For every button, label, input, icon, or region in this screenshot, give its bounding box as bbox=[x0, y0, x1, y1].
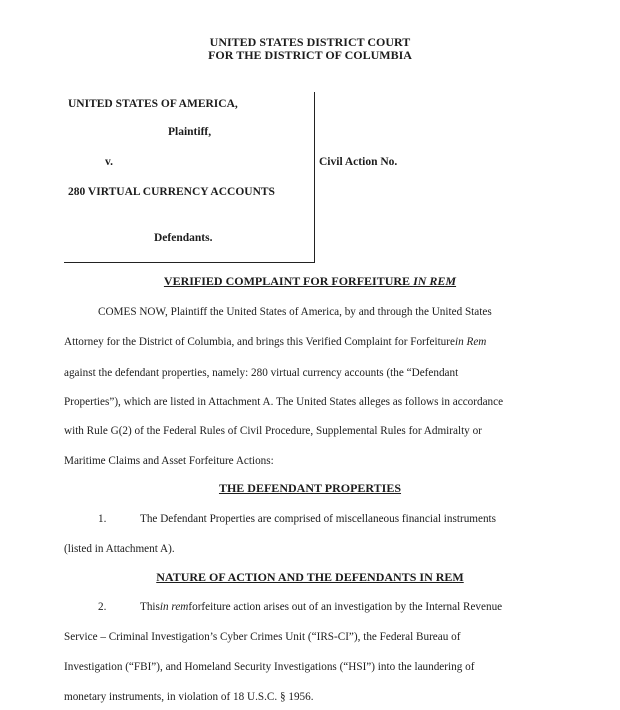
defendant-properties-heading: THE DEFENDANT PROPERTIES bbox=[218, 481, 402, 495]
intro-line-3 bbox=[64, 367, 559, 379]
plaintiff-label: Plaintiff, bbox=[168, 126, 212, 138]
paragraph-2-number: 2. bbox=[98, 601, 107, 613]
paragraph-2-line-1 bbox=[64, 601, 559, 613]
document-title bbox=[0, 274, 620, 289]
paragraph-2-line-1-c: forfeiture action arises out of an investigation by the Internal Revenue bbox=[188, 601, 503, 613]
intro-line-3-text: against the defendant properties, namely: 280 virtual currency accounts (the “Defendant bbox=[64, 367, 459, 379]
paragraph-2-line-2 bbox=[64, 631, 559, 643]
paragraph-1-line-1 bbox=[64, 513, 559, 525]
intro-line-2-italic: in Rem bbox=[454, 336, 487, 348]
civil-action-number: Civil Action No. bbox=[319, 156, 398, 168]
paragraph-1-line-2-text: (listed in Attachment A). bbox=[64, 543, 175, 555]
document-title-text: VERIFIED COMPLAINT FOR FORFEITURE bbox=[163, 274, 414, 288]
intro-line-4 bbox=[64, 396, 559, 408]
paragraph-1-number: 1. bbox=[98, 513, 107, 525]
intro-line-6 bbox=[64, 455, 559, 467]
paragraph-2-line-2-text: Service – Criminal Investigation’s Cyber Crimes Unit (“IRS-CI”), the Federal Bureau of bbox=[64, 631, 461, 643]
paragraph-2-line-1-a: This bbox=[140, 601, 160, 613]
court-district: FOR THE DISTRICT OF COLUMBIA bbox=[208, 48, 412, 62]
court-header bbox=[0, 36, 620, 62]
paragraph-2-line-3-text: Investigation (“FBI”), and Homeland Security Investigations (“HSI”) into the laundering of bbox=[64, 661, 475, 673]
case-caption-box bbox=[64, 92, 315, 263]
intro-line-6-text: Maritime Claims and Asset Forfeiture Actions: bbox=[64, 455, 274, 467]
document-title-italic: IN REM bbox=[413, 274, 457, 288]
paragraph-2-line-3 bbox=[64, 661, 559, 673]
intro-line-5 bbox=[64, 425, 559, 437]
intro-line-1 bbox=[64, 306, 559, 318]
intro-line-5-text: with Rule G(2) of the Federal Rules of Civil Procedure, Supplemental Rules for Admiralty or bbox=[64, 425, 482, 437]
intro-line-2-wrap bbox=[64, 336, 486, 348]
paragraph-2-line-4-text: monetary instruments, in violation of 18 U.S.C. § 1956. bbox=[64, 691, 314, 703]
defendant-name: 280 VIRTUAL CURRENCY ACCOUNTS bbox=[68, 186, 275, 198]
intro-line-1-text: COMES NOW, Plaintiff the United States of America, by and through the United States bbox=[98, 306, 492, 318]
intro-line-2-text: Attorney for the District of Columbia, and brings this Verified Complaint for Forfeiture bbox=[64, 336, 455, 348]
versus-label: v. bbox=[105, 156, 113, 168]
court-name: UNITED STATES DISTRICT COURT bbox=[209, 35, 411, 49]
nature-of-action-heading: NATURE OF ACTION AND THE DEFENDANTS IN REM bbox=[156, 570, 464, 584]
paragraph-1-line-1-text: The Defendant Properties are comprised of miscellaneous financial instruments bbox=[140, 513, 497, 525]
intro-line-4-text: Properties”), which are listed in Attachment A. The United States alleges as follows in accordance bbox=[64, 396, 504, 408]
plaintiff-name: UNITED STATES OF AMERICA, bbox=[68, 98, 238, 110]
paragraph-2-line-1-italic: in rem bbox=[159, 601, 189, 613]
defendant-label: Defendants. bbox=[154, 232, 213, 244]
paragraph-2-line-4 bbox=[64, 691, 559, 703]
paragraph-1-line-2 bbox=[64, 543, 559, 555]
intro-line-2 bbox=[64, 336, 559, 348]
